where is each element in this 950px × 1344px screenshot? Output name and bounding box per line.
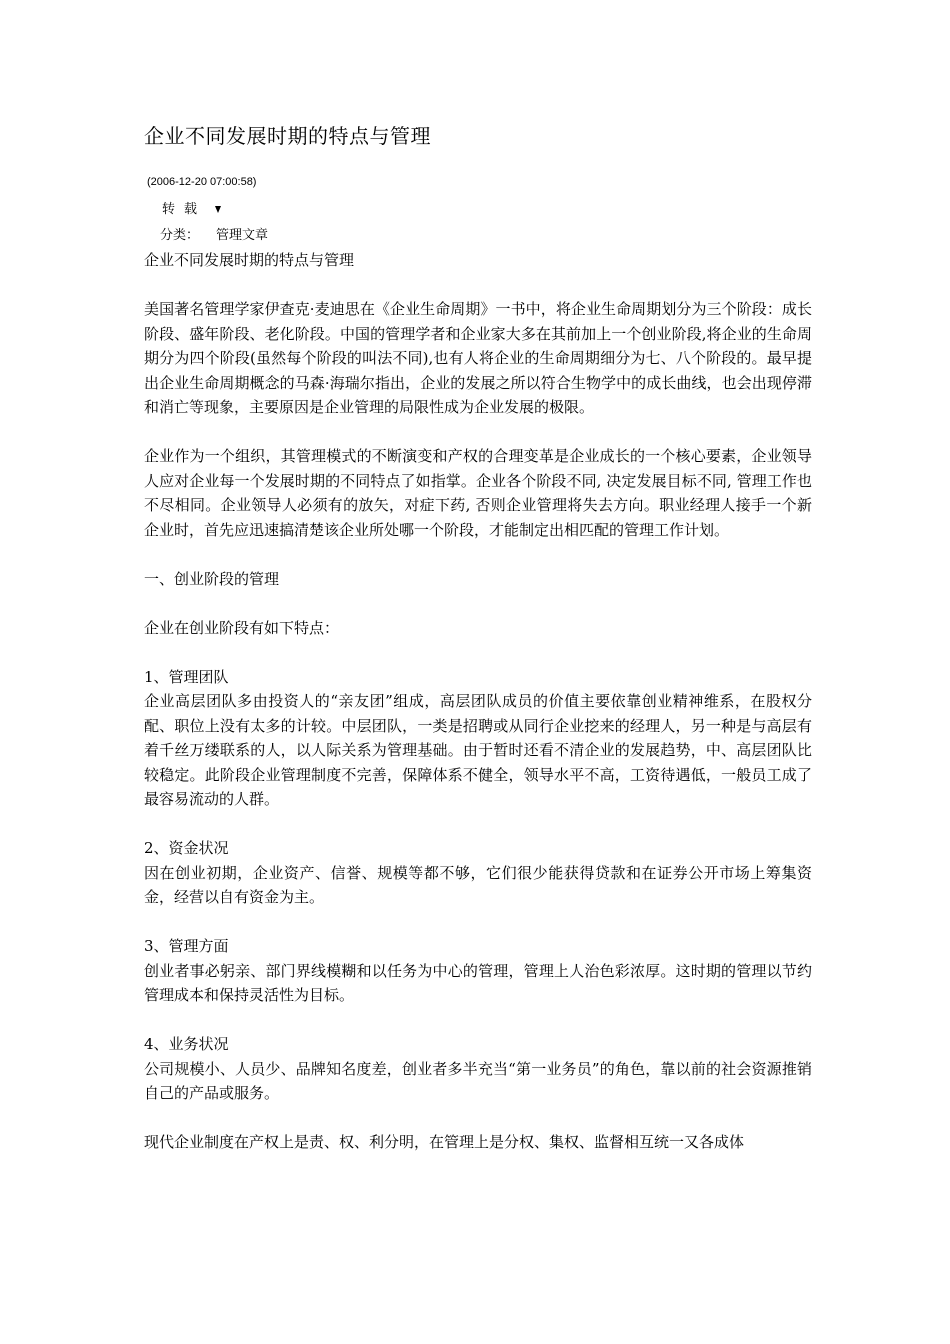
repost-button[interactable]: 转载 [162, 202, 207, 217]
page-title: 企业不同发展时期的特点与管理 [144, 124, 431, 148]
closing-paragraph: 现代企业制度在产权上是责、权、利分明，在管理上是分权、集权、监督相互统一又各成体 [144, 1133, 745, 1151]
item-1-body: 企业高层团队多由投资人的“亲友团”组成，高层团队成员的价值主要依靠创业精神维系，在股权分配、职位上没有太多的计较。中层团队，一类是招聘或从同行企业挖来的经理人，另一种是与高层有着千丝万缕联系的人，以人际关系为管理基础。由于暂时还看不清企业的发展趋势，中、高层团队比较稳定。此阶段企业管理制度不完善，保障体系不健全，领导水平不高，工资待遇低，一般员工成了最容易流动的人群。 [144, 692, 812, 808]
item-1-title: 1、管理团队 [144, 667, 229, 686]
item-2-body: 因在创业初期，企业资产、信誉、规模等都不够，它们很少能获得贷款和在证券公开市场上筹集资金，经营以自有资金为主。 [144, 863, 812, 906]
item-3-body: 创业者事必躬亲、部门界线模糊和以任务为中心的管理，管理上人治色彩浓厚。这时期的管理以节约管理成本和保持灵活性为目标。 [144, 961, 812, 1004]
article-heading: 企业不同发展时期的特点与管理 [144, 251, 355, 269]
section-1-title: 一、创业阶段的管理 [144, 569, 280, 588]
item-3-title: 3、管理方面 [144, 937, 229, 955]
post-timestamp: (2006-12-20 07:00:58) [147, 176, 257, 188]
dropdown-arrow-icon[interactable] [215, 206, 221, 213]
item-4-body: 公司规模小、人员少、品牌知名度差，创业者多半充当“第一业务员”的角色，靠以前的社会资源推销自己的产品或服务。 [144, 1059, 812, 1102]
intro-paragraph: 美国著名管理学家伊查克·麦迪思在《企业生命周期》一书中，将企业生命周期划分为三个阶段：成长阶段、盛年阶段、老化阶段。中国的管理学者和企业家大多在其前加上一个创业阶段,将企业的生命周期分为四个阶段(虽然每个阶段的叫法不同),也有人将企业的生命周期细分为七、八个阶段的。最早提出企业生命周期概念的马森·海瑞尔指出，企业的发展之所以符合生物学中的成长曲线，也会出现停滞和消亡等现象，主要原因是企业管理的局限性成为企业发展的极限。 [144, 300, 812, 416]
section-1-intro: 企业在创业阶段有如下特点： [144, 618, 340, 637]
item-4-title: 4、业务状况 [144, 1035, 229, 1053]
item-2-title: 2、资金状况 [144, 839, 229, 857]
article-body [144, 248, 812, 1179]
paragraph-2: 企业作为一个组织，其管理模式的不断演变和产权的合理变革是企业成长的一个核心要素，企业领导人应对企业每一个发展时期的不同特点了如指掌。企业各个阶段不同, 决定发展目标不同, 管理工作也不尽相同。企业领导人必须有的放矢，对症下药, 否则企业管理将失去方向。职业经理人接手一个新企业时，首先应迅速搞清楚该企业所处哪一个阶段，才能制定出相匹配的管理工作计划。 [144, 447, 812, 539]
category-label: 分类： [160, 228, 200, 243]
category-link[interactable]: 管理文章 [216, 228, 269, 243]
